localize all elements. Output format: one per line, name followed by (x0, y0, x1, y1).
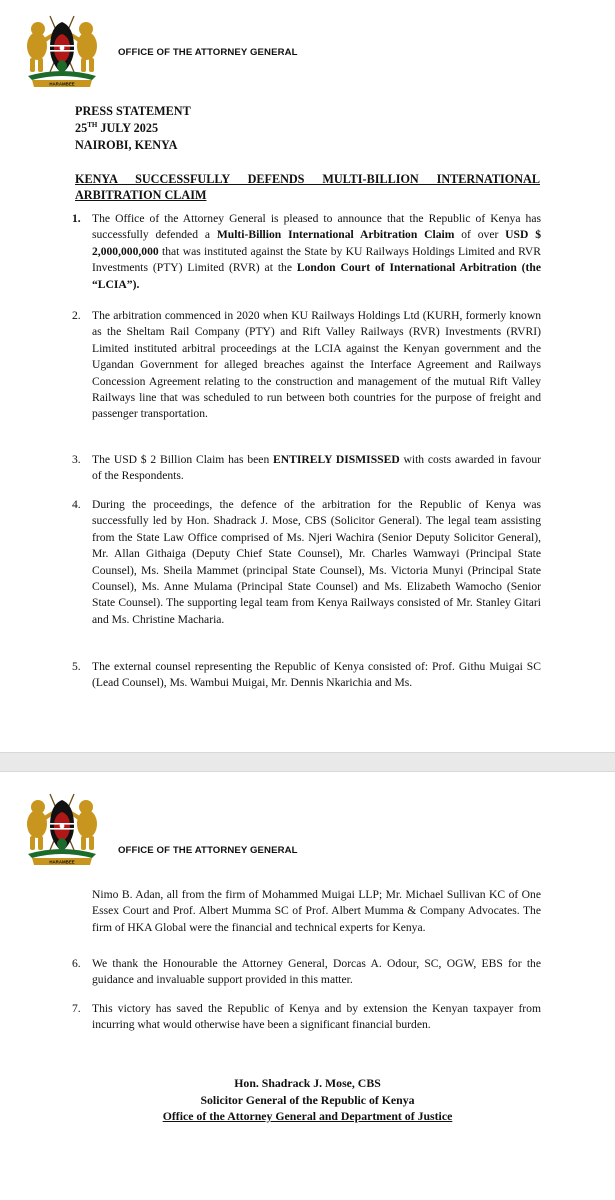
paragraph-text: During the proceedings, the defence of the arbitration for the Republic of Kenya was successfully led by Hon. Shadrack J. Mose, CBS (Solicitor General). The legal team assisting from the State Law Office comprised of Ms. Njeri Wachira (Senior Deputy Solicitor General), Mr. Allan Githaiga (Deputy Chief State Counsel), Mr. Charles Wamwayi (Principal State Counsel), Ms. Sheila Mammet (principal State Counsel), Ms. Victoria Munyi (Principal State Counsel), Ms. Anne Mulama (Principal State Counsel) and Ms. Elizabeth Wamocho (Senior State Counsel). The supporting legal team from Kenya Railways consisted of Mr. Stanley Gitari and Ms. Christine Macharia. (92, 498, 541, 626)
motto-text: HARAMBEE (49, 81, 75, 87)
signatory-position: Solicitor General of the Republic of Kenya (200, 1092, 415, 1107)
paragraph-2 (72, 308, 541, 423)
page-separator (0, 752, 615, 772)
motto-text: HARAMBEE (49, 859, 75, 865)
kenya-coat-of-arms-emblem (20, 788, 104, 868)
paragraph-6 (72, 956, 541, 989)
paragraph-number: 6. (72, 957, 81, 970)
paragraph-text: The Office of the Attorney General is pleased to announce that the Republic of Kenya has successfully defended a (92, 212, 541, 242)
signatory-office: Office of the Attorney General and Department of Justice (162, 1109, 453, 1124)
signature-block (0, 1075, 615, 1125)
paragraph-number: 5. (72, 660, 81, 673)
claim-emphasis: Multi-Billion International Arbitration Claim (216, 228, 455, 242)
paragraph-number: 2. (72, 309, 81, 322)
paragraph-1 (72, 211, 542, 293)
signatory-name: Hon. Shadrack J. Mose, CBS (234, 1076, 381, 1090)
paragraph-number: 1. (72, 212, 81, 225)
paragraph-7 (72, 1001, 541, 1034)
paragraph-text: The USD $ 2 Billion Claim has been (92, 453, 274, 466)
claim-amount: USD $ 2,000,000,000 (92, 228, 541, 258)
paragraph-text: with costs awarded in favour of the Respondents. (92, 453, 541, 483)
kenya-coat-of-arms-emblem (20, 10, 104, 90)
statement-place: NAIROBI, KENYA (75, 138, 178, 152)
paragraph-text: The external counsel representing the Republic of Kenya consisted of: Prof. Githu Muigai SC (Lead Counsel), Ms. Wambui Muigai, Mr. Dennis Nkarichia and Ms. (92, 660, 541, 690)
document-page-2 (0, 772, 615, 1200)
court-name: London Court of International Arbitration (the “LCIA”). (92, 261, 542, 291)
paragraph-3 (72, 452, 541, 485)
paragraph-text: We thank the Honourable the Attorney General, Dorcas A. Odour, SC, OGW, EBS for the guidance and invaluable support provided in this matter. (92, 957, 541, 987)
paragraph-number: 3. (72, 453, 81, 466)
title-line-2: ARBITRATION CLAIM (75, 188, 207, 202)
paragraph-5-continued (92, 887, 541, 936)
paragraph-5 (72, 659, 541, 692)
dismissed-emphasis: ENTIRELY DISMISSED (273, 453, 400, 466)
paragraph-text: that was instituted against the State by KU Railways Holdings Limited and RVR Investments (PTY) Limited (RVR) at the (92, 244, 541, 275)
paragraph-number: 7. (72, 1002, 81, 1015)
date-suffix: TH (87, 120, 98, 129)
paragraph-number: 4. (72, 498, 81, 511)
date-day: 25 (75, 121, 88, 135)
paragraph-text: The arbitration commenced in 2020 when KU Railways Holdings Ltd (KURH, formerly known as the Sheltam Rail Company (PTY) and Rift Valley Railways (RVR) Investments (RVRI) Limited instituted arbitral proceedings at the LCIA against the Kenyan government and the Ugandan Government for alleged breaches against the Interface Agreement and Railways Concession Agreement relating to the construction and management of the mutual Rift Valley Railways line that was scheduled to run between both countries for the purpose of freight and passenger transportation. (92, 309, 541, 421)
paragraph-4 (72, 497, 541, 628)
statement-title (75, 171, 540, 203)
statement-date (75, 120, 191, 137)
title-line-1: KENYA SUCCESSFULLY DEFENDS MULTI-BILLION INTERNATIONAL (75, 172, 540, 186)
paragraph-text: Nimo B. Adan, all from the firm of Mohammed Muigai LLP; Mr. Michael Sullivan KC of One Essex Court and Prof. Albert Mumma SC of Prof. Albert Mumma & Company Advocates. The firm of HKA Global were the financial and technical experts for Kenya. (92, 888, 541, 934)
paragraph-text: of over (454, 228, 506, 242)
office-heading: OFFICE OF THE ATTORNEY GENERAL (118, 47, 298, 58)
office-heading: OFFICE OF THE ATTORNEY GENERAL (118, 845, 298, 856)
statement-header (75, 103, 191, 154)
paragraph-text: This victory has saved the Republic of Kenya and by extension the Kenyan taxpayer from incurring what would otherwise have been a significant financial burden. (92, 1002, 541, 1032)
statement-type: PRESS STATEMENT (75, 104, 191, 118)
date-month-year: JULY 2025 (97, 121, 159, 135)
